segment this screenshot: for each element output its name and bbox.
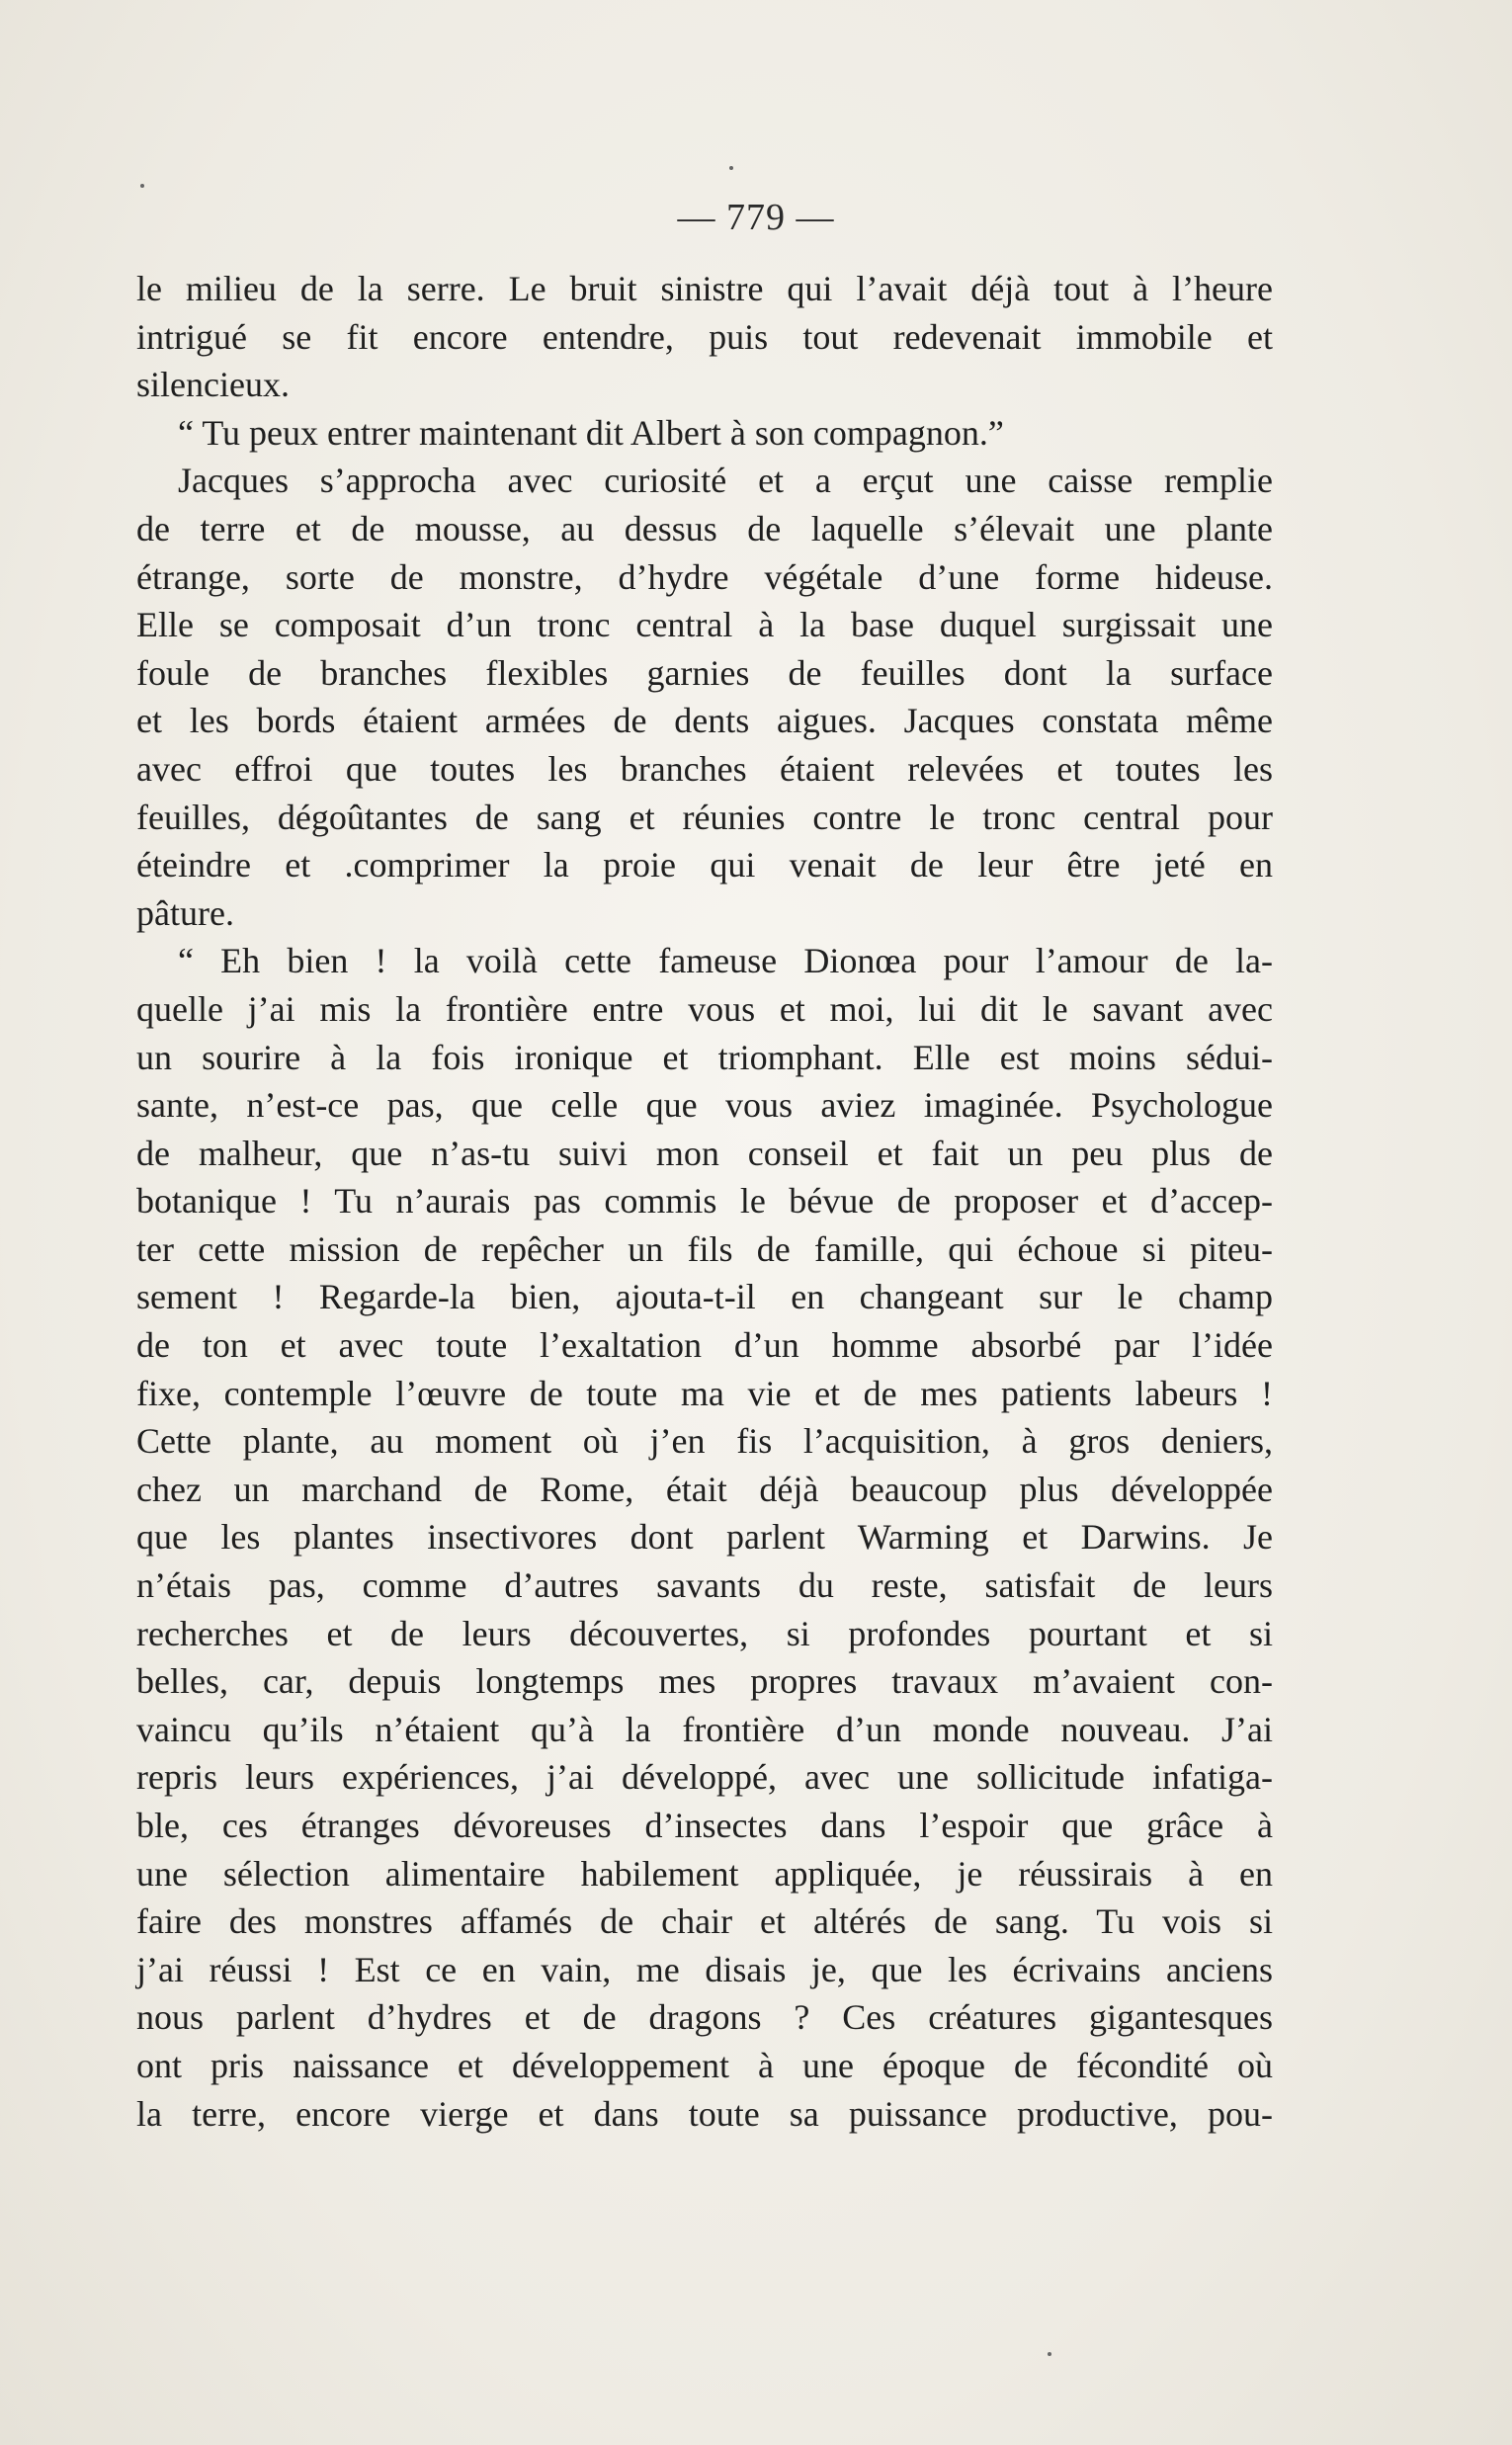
text-line: n’étais pas, comme d’autres savants du reste, satisfait de leurs: [136, 1565, 1273, 1606]
text-line: j’ai réussi ! Est ce en vain, me disais je, que les écrivains anciens: [136, 1949, 1273, 1989]
text-line: fixe, contemple l’œuvre de toute ma vie et de mes patients labeurs !: [136, 1373, 1273, 1413]
text-line: “ Tu peux entrer maintenant dit Albert à son compagnon.”: [178, 412, 1004, 453]
text-line: éteindre et .comprimer la proie qui venait de leur être jeté en: [136, 845, 1273, 885]
text-line: ont pris naissance et développement à une époque de fécondité où: [136, 2045, 1273, 2085]
text-line: recherches et de leurs découvertes, si profondes pourtant et si: [136, 1613, 1273, 1653]
text-line: une sélection alimentaire habilement appliquée, je réussirais à en: [136, 1853, 1273, 1894]
text-line: un sourire à la fois ironique et triomphant. Elle est moins sédui-: [136, 1037, 1273, 1077]
text-line: feuilles, dégoûtantes de sang et réunies contre le tronc central pour: [136, 797, 1273, 837]
text-line: sement ! Regarde-la bien, ajouta-t-il en changeant sur le champ: [136, 1277, 1273, 1317]
body-text: [136, 265, 1273, 2138]
text-line: belles, car, depuis longtemps mes propres travaux m’avaient con-: [136, 1661, 1273, 1702]
text-line: vaincu qu’ils n’étaient qu’à la frontière d’un monde nouveau. J’ai: [136, 1709, 1273, 1749]
scan-speck: [1048, 2352, 1051, 2356]
text-line: botanique ! Tu n’aurais pas commis le bévue de proposer et d’accep-: [136, 1181, 1273, 1222]
text-line: faire des monstres affamés de chair et altérés de sang. Tu vois si: [136, 1901, 1273, 1942]
text-line: de malheur, que n’as-tu suivi mon conseil et fait un peu plus de: [136, 1133, 1273, 1173]
text-line: avec effroi que toutes les branches étaient relevées et toutes les: [136, 748, 1273, 789]
scan-speck: [140, 184, 144, 188]
text-line: Cette plante, au moment où j’en fis l’acquisition, à gros deniers,: [136, 1421, 1273, 1462]
text-line: et les bords étaient armées de dents aigues. Jacques constata même: [136, 701, 1273, 741]
text-line: ter cette mission de repêcher un fils de famille, qui échoue si piteu-: [136, 1228, 1273, 1269]
page-number: — 779 —: [677, 197, 835, 238]
text-line: la terre, encore vierge et dans toute sa puissance productive, pou-: [136, 2093, 1273, 2134]
text-line: de terre et de mousse, au dessus de laquelle s’élevait une plante: [136, 508, 1273, 548]
text-line: nous parlent d’hydres et de dragons ? Ces créatures gigantesques: [136, 1997, 1273, 2038]
text-line: Jacques s’approcha avec curiosité et a erçut une caisse remplie: [178, 461, 1273, 501]
text-line: quelle j’ai mis la frontière entre vous et moi, lui dit le savant avec: [136, 988, 1273, 1029]
text-line: sante, n’est-ce pas, que celle que vous aviez imaginée. Psychologue: [136, 1085, 1273, 1126]
text-line: intrigué se fit encore entendre, puis tout redevenait immobile et: [136, 316, 1273, 357]
text-line: chez un marchand de Rome, était déjà beaucoup plus développée: [136, 1469, 1273, 1509]
text-line: foule de branches flexibles garnies de feuilles dont la surface: [136, 652, 1273, 693]
text-line: “ Eh bien ! la voilà cette fameuse Dionœa pour l’amour de la-: [178, 941, 1273, 981]
text-line: pâture.: [136, 892, 234, 933]
scan-speck: [729, 166, 733, 170]
text-line: repris leurs expériences, j’ai développé, avec une sollicitude infatiga-: [136, 1757, 1273, 1798]
text-line: ble, ces étranges dévoreuses d’insectes dans l’espoir que grâce à: [136, 1806, 1273, 1845]
text-line: de ton et avec toute l’exaltation d’un homme absorbé par l’idée: [136, 1325, 1273, 1366]
text-line: silencieux.: [136, 365, 290, 405]
text-line: étrange, sorte de monstre, d’hydre végétale d’une forme hideuse.: [136, 556, 1273, 597]
text-line: le milieu de la serre. Le bruit sinistre qui l’avait déjà tout à l’heure: [136, 269, 1273, 308]
text-line: Elle se composait d’un tronc central à la base duquel surgissait une: [136, 605, 1273, 645]
text-line: que les plantes insectivores dont parlent Warming et Darwins. Je: [136, 1517, 1273, 1558]
